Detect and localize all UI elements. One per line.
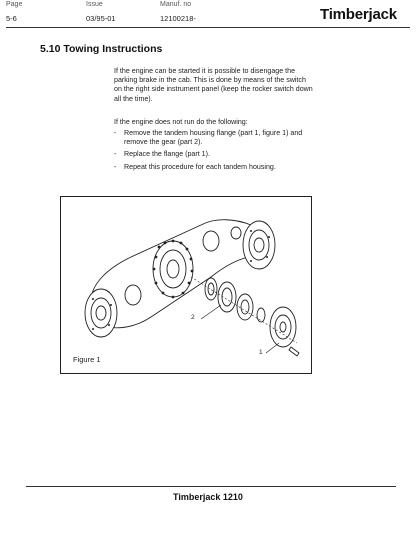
step-marker: - <box>114 162 117 171</box>
page-value: 5-6 <box>6 14 17 23</box>
step-marker: - <box>114 150 117 159</box>
figure-caption: Figure 1 <box>73 355 101 364</box>
tandem-housing-illustration <box>61 197 311 373</box>
section-title: 5.10 Towing Instructions <box>40 43 163 55</box>
figure-frame <box>60 196 312 374</box>
step-marker: - <box>114 129 117 137</box>
footer-rule <box>26 486 396 487</box>
step-item: - Remove the tandem housing flange (part 1, figure 1) and remove the gear (part 2). <box>114 129 303 147</box>
manual-value: 12100218- <box>160 14 196 23</box>
steps-list <box>114 129 314 175</box>
callout-1: 1 <box>259 349 263 356</box>
paragraph-engine-not-run: If the engine does not run do the following: <box>114 118 248 126</box>
issue-value: 03/95-01 <box>86 14 116 23</box>
manual-label: Manuf. no <box>160 1 192 8</box>
header-rule <box>6 27 410 28</box>
paragraph-parking-brake: If the engine can be started it is possible to disengage the parking brake in the cab. This is done by means of the switch on the right side instrument panel (keep the rocker switch down all the time). <box>114 67 313 103</box>
callout-2: 2 <box>191 314 195 321</box>
issue-label: Issue <box>86 1 103 8</box>
page-label: Page <box>6 1 23 8</box>
footer-title: Timberjack 1210 <box>173 492 243 502</box>
brand-logo-text: Timberjack <box>320 6 397 23</box>
step-item: - Repeat this procedure for each tandem housing. <box>114 162 276 171</box>
step-item: - Replace the flange (part 1). <box>114 150 210 159</box>
